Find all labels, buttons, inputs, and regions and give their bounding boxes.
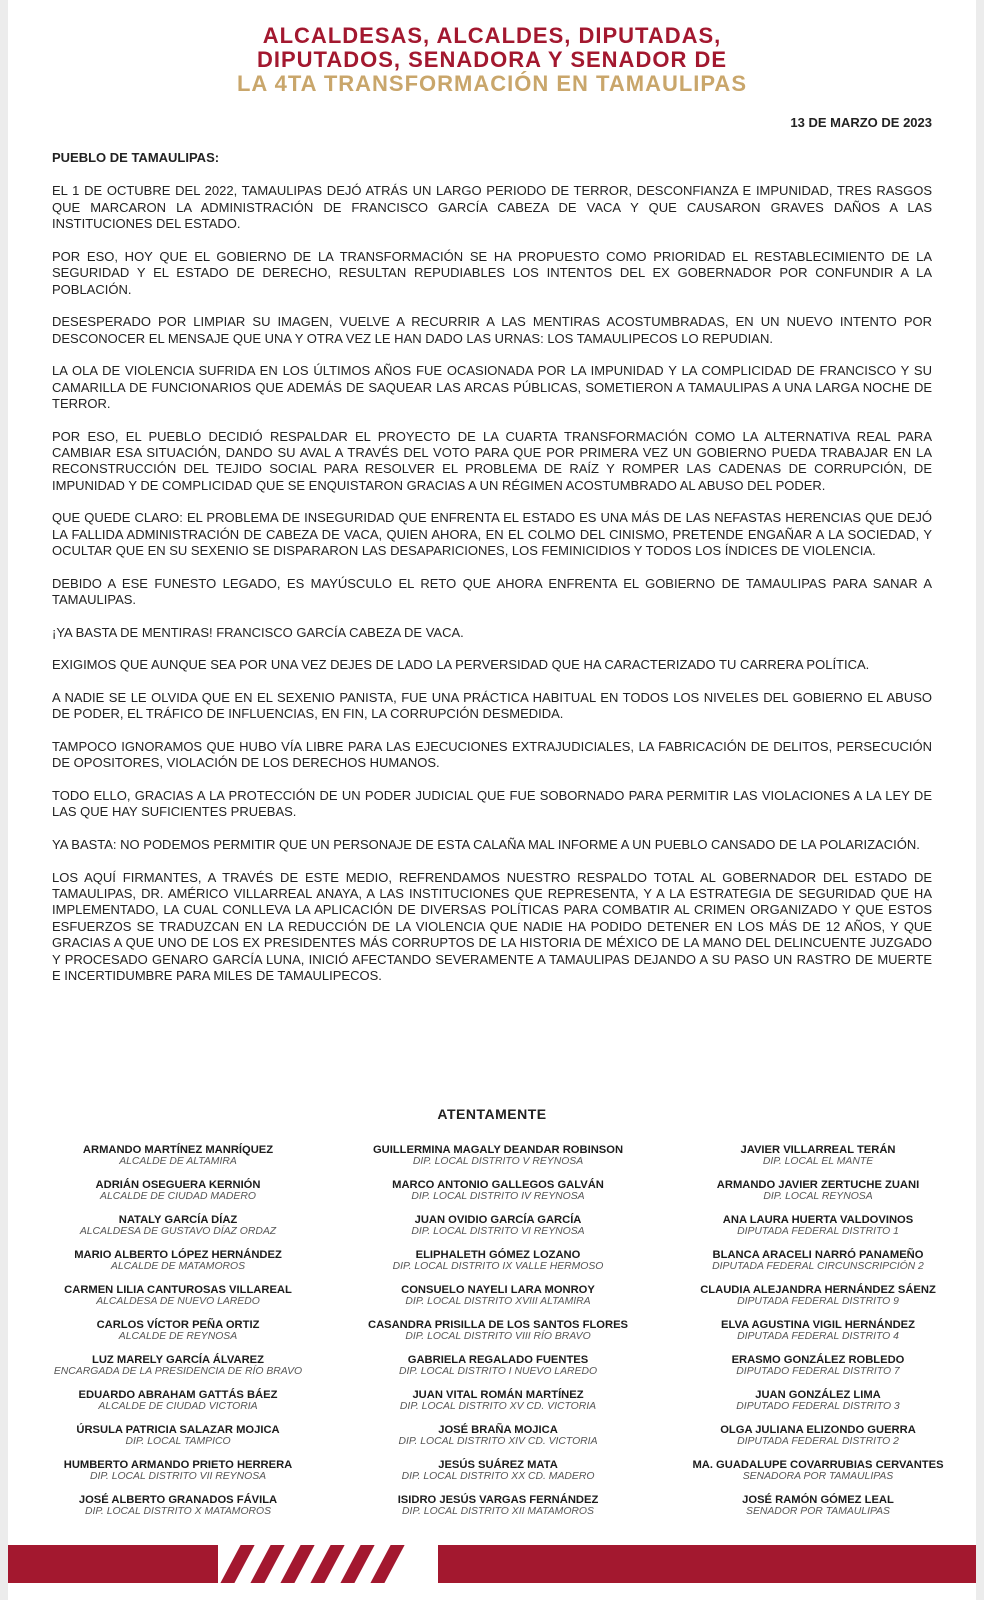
signatory-role: ALCALDESA DE NUEVO LAREDO	[96, 1296, 260, 1307]
signatory	[28, 1249, 328, 1284]
signatories-block	[28, 1144, 968, 1529]
signatory	[338, 1389, 658, 1424]
closing-atentamente: ATENTAMENTE	[437, 1106, 547, 1122]
signatory-name: JUAN VITAL ROMÁN MARTÍNEZ	[412, 1389, 584, 1401]
signatory-name: CARMEN LILIA CANTUROSAS VILLAREAL	[64, 1284, 292, 1296]
paragraph: QUE QUEDE CLARO: EL PROBLEMA DE INSEGURIDAD QUE ENFRENTA EL ESTADO ES UNA MÁS DE LAS NEFASTAS HERENCIAS QUE DEJÓ LA FALLIDA ADMINISTRACIÓN DE CABEZA DE VACA, QUIEN AHORA, EN EL COLMO DEL CINISMO, PRETENDE ENGAÑAR A LA SOCIEDAD, Y OCULTAR QUE EN SU SEXENIO SE DISPARARON LAS DESAPARICIONES, LOS FEMINICIDIOS Y TODOS LOS ÍNDICES DE VIOLENCIA.	[52, 510, 932, 559]
document-date: 13 DE MARZO DE 2023	[790, 115, 932, 130]
signatory-role: DIP. LOCAL DISTRITO I NUEVO LAREDO	[398, 1366, 598, 1377]
signatory	[338, 1144, 658, 1179]
signatory-role: ALCALDE DE ALTAMIRA	[119, 1156, 237, 1167]
signatory	[668, 1494, 968, 1529]
title-line-1: ALCALDESAS, ALCALDES, DIPUTADAS,	[262, 23, 722, 48]
signatory-name: MA. GUADALUPE COVARRUBIAS CERVANTES	[692, 1459, 944, 1471]
signatory	[28, 1459, 328, 1494]
signatory-name: ISIDRO JESÚS VARGAS FERNÁNDEZ	[397, 1494, 599, 1506]
signatory-name: MARCO ANTONIO GALLEGOS GALVÁN	[392, 1179, 604, 1191]
paragraph: LA OLA DE VIOLENCIA SUFRIDA EN LOS ÚLTIMOS AÑOS FUE OCASIONADA POR LA IMPUNIDAD Y LA COMPLICIDAD DE FRANCISCO Y SU CAMARILLA DE FUNCIONARIOS QUE ADEMÁS DE SAQUEAR LAS ARCAS PÚBLICAS, SOMETIERON A TAMAULIPAS A UNA LARGA NOCHE DE TERROR.	[52, 363, 932, 412]
signatory-name: CASANDRA PRISILLA DE LOS SANTOS FLORES	[367, 1319, 629, 1331]
document-page	[8, 0, 976, 1600]
signatory-name: NATALY GARCÍA DÍAZ	[118, 1214, 238, 1226]
signatory-role: DIPUTADO FEDERAL DISTRITO 3	[736, 1401, 900, 1412]
signatory	[338, 1494, 658, 1529]
signatory-role: ALCALDE DE CIUDAD VICTORIA	[98, 1401, 258, 1412]
paragraph: EXIGIMOS QUE AUNQUE SEA POR UNA VEZ DEJES DE LADO LA PERVERSIDAD QUE HA CARACTERIZADO TU CARRERA POLÍTICA.	[52, 657, 870, 673]
signatory	[28, 1494, 328, 1529]
letter-body	[52, 150, 932, 1001]
signatory-name: CLAUDIA ALEJANDRA HERNÁNDEZ SÁENZ	[700, 1284, 936, 1296]
signatory-name: ADRIÁN OSEGUERA KERNIÓN	[95, 1179, 261, 1191]
title-line-3: LA 4TA TRANSFORMACIÓN EN TAMAULIPAS	[236, 71, 747, 96]
signatory-name: LUZ MARELY GARCÍA ÁLVAREZ	[92, 1354, 264, 1366]
signatory-name: ÚRSULA PATRICIA SALAZAR MOJICA	[76, 1424, 280, 1436]
signatory	[338, 1319, 658, 1354]
signatory-role: ALCALDE DE CIUDAD MADERO	[100, 1191, 256, 1202]
signatory-role: SENADOR POR TAMAULIPAS	[746, 1506, 890, 1517]
signatory-name: JUAN GONZÁLEZ LIMA	[755, 1389, 881, 1401]
signatory-name: MARIO ALBERTO LÓPEZ HERNÁNDEZ	[74, 1249, 282, 1261]
signatories-column-2	[338, 1144, 658, 1529]
signatory	[28, 1144, 328, 1179]
paragraph: ¡YA BASTA DE MENTIRAS! FRANCISCO GARCÍA CABEZA DE VACA.	[52, 624, 464, 640]
signatory-name: JESÚS SUÁREZ MATA	[438, 1459, 558, 1471]
signatory	[668, 1424, 968, 1459]
signatory	[28, 1319, 328, 1354]
signatory-name: CONSUELO NAYELI LARA MONROY	[401, 1284, 595, 1296]
signatory-name: ANA LAURA HUERTA VALDOVINOS	[722, 1214, 914, 1226]
signatory-role: DIP. LOCAL DISTRITO IX VALLE HERMOSO	[392, 1261, 604, 1272]
signatory	[338, 1179, 658, 1214]
signatory-role: DIPUTADA FEDERAL DISTRITO 1	[737, 1226, 899, 1237]
signatory-name: ARMANDO MARTÍNEZ MANRÍQUEZ	[82, 1144, 274, 1156]
signatory-role: DIP. LOCAL DISTRITO XVIII ALTAMIRA	[405, 1296, 591, 1307]
paragraph: YA BASTA: NO PODEMOS PERMITIR QUE UN PERSONAJE DE ESTA CALAÑA MAL INFORME A UN PUEBLO CANSADO DE LA POLARIZACIÓN.	[52, 837, 920, 853]
signatory-name: CARLOS VÍCTOR PEÑA ORTIZ	[96, 1319, 260, 1331]
signatory	[668, 1284, 968, 1319]
signatory-name: ERASMO GONZÁLEZ ROBLEDO	[731, 1354, 905, 1366]
signatory-role: DIP. LOCAL DISTRITO XX CD. MADERO	[401, 1471, 595, 1482]
signatory-name: JOSÉ RAMÓN GÓMEZ LEAL	[742, 1494, 894, 1506]
signatory-name: ELIPHALETH GÓMEZ LOZANO	[415, 1249, 581, 1261]
footer-stripe-band	[8, 1545, 976, 1583]
signatory-role: DIP. LOCAL TAMPICO	[125, 1436, 231, 1447]
signatory-role: DIP. LOCAL DISTRITO VIII RÍO BRAVO	[405, 1331, 591, 1342]
signatory-role: DIP. LOCAL DISTRITO IV REYNOSA	[411, 1191, 585, 1202]
signatory	[338, 1354, 658, 1389]
signatory	[668, 1459, 968, 1494]
paragraph: DESESPERADO POR LIMPIAR SU IMAGEN, VUELVE A RECURRIR A LAS MENTIRAS ACOSTUMBRADAS, EN UN NUEVO INTENTO POR DESCONOCER EL MENSAJE QUE UNA Y OTRA VEZ LE HAN DADO LAS URNAS: LOS TAMAULIPECOS LO REPUDIAN.	[52, 314, 932, 346]
signatory	[28, 1424, 328, 1459]
signatory	[668, 1179, 968, 1214]
signatory-role: DIP. LOCAL DISTRITO XII MATAMOROS	[402, 1506, 594, 1517]
signatories-column-3	[668, 1144, 968, 1529]
signatory	[28, 1214, 328, 1249]
signatory-role: ALCALDE DE REYNOSA	[118, 1331, 238, 1342]
signatory	[338, 1284, 658, 1319]
signatory-role: DIP. LOCAL DISTRITO XIV CD. VICTORIA	[398, 1436, 598, 1447]
paragraph: TAMPOCO IGNORAMOS QUE HUBO VÍA LIBRE PARA LAS EJECUCIONES EXTRAJUDICIALES, LA FABRICACIÓN DE DELITOS, PERSECUCIÓN DE OPOSITORES, VIOLACIÓN DE LOS DERECHOS HUMANOS.	[52, 739, 932, 771]
signatory-role: ALCALDESA DE GUSTAVO DÍAZ ORDAZ	[79, 1226, 277, 1237]
paragraph: POR ESO, EL PUEBLO DECIDIÓ RESPALDAR EL PROYECTO DE LA CUARTA TRANSFORMACIÓN COMO LA ALTERNATIVA REAL PARA CAMBIAR ESA SITUACIÓN, DANDO SU AVAL A TRAVÉS DEL VOTO PARA QUE POR PRIMERA VEZ UN GOBIERNO PUEDA TRABAJAR EN LA RECONSTRUCCIÓN DEL TEJIDO SOCIAL PARA RESOLVER EL PROBLEMA DE RAÍZ Y ROMPER LAS CADENAS DE CORRUPCIÓN, DE IMPUNIDAD Y DE COMPLICIDAD QUE SE ENQUISTARON GRACIAS A UN RÉGIMEN ACOSTUMBRADO AL ABUSO DEL PODER.	[52, 428, 932, 493]
signatory-role: DIP. LOCAL REYNOSA	[763, 1191, 873, 1202]
signatory	[28, 1354, 328, 1389]
signatory	[28, 1179, 328, 1214]
signatory-role: DIP. LOCAL DISTRITO VII REYNOSA	[89, 1471, 267, 1482]
salutation: PUEBLO DE TAMAULIPAS:	[52, 150, 220, 165]
signatory	[28, 1389, 328, 1424]
signatory-role: DIP. LOCAL DISTRITO XV CD. VICTORIA	[399, 1401, 597, 1412]
paragraph: A NADIE SE LE OLVIDA QUE EN EL SEXENIO PANISTA, FUE UNA PRÁCTICA HABITUAL EN TODOS LOS NIVELES DEL GOBIERNO EL ABUSO DE PODER, EL TRÁFICO DE INFLUENCIAS, EN FIN, LA CORRUPCIÓN DESMEDIDA.	[52, 690, 932, 722]
signatory-role: DIPUTADA FEDERAL DISTRITO 9	[737, 1296, 899, 1307]
title-line-2: DIPUTADOS, SENADORA Y SENADOR DE	[256, 47, 728, 72]
signatory-name: BLANCA ARACELI NARRÓ PANAMEÑO	[712, 1249, 924, 1261]
signatory-name: JOSÉ BRAÑA MOJICA	[438, 1424, 558, 1436]
signatory	[338, 1214, 658, 1249]
signatory-name: JAVIER VILLARREAL TERÁN	[740, 1144, 896, 1156]
signatory-role: DIP. LOCAL DISTRITO X MATAMOROS	[84, 1506, 272, 1517]
signatory	[668, 1354, 968, 1389]
paragraph: TODO ELLO, GRACIAS A LA PROTECCIÓN DE UN PODER JUDICIAL QUE FUE SOBORNADO PARA PERMITIR LAS VIOLACIONES A LA LEY DE LAS QUE HAY SUFICIENTES PRUEBAS.	[52, 788, 932, 820]
signatories-column-1	[28, 1144, 328, 1529]
signatory-role: ENCARGADA DE LA PRESIDENCIA DE RÍO BRAVO	[53, 1366, 303, 1377]
paragraph: LOS AQUÍ FIRMANTES, A TRAVÉS DE ESTE MEDIO, REFRENDAMOS NUESTRO RESPALDO TOTAL AL GOBERNADOR DEL ESTADO DE TAMAULIPAS, DR. AMÉRICO VILLARREAL ANAYA, A LAS INSTITUCIONES QUE REPRESENTA, Y A LA ESTRATEGIA DE SEGURIDAD QUE HA IMPLEMENTADO, LA CUAL CONLLEVA LA APLICACIÓN DE DIVERSAS POLÍTICAS PARA COMBATIR AL CRIMEN ORGANIZADO Y QUE ESTOS ESFUERZOS SE TRADUZCAN EN LA REDUCCIÓN DE LA VIOLENCIA QUE NADIE HA PODIDO DETENER EN LOS MÁS DE 12 AÑOS, Y QUE GRACIAS A QUE UNO DE LOS EX PRESIDENTES MÁS CORRUPTOS DE LA HISTORIA DE MÉXICO DE LA MANO DEL DELINCUENTE JUZGADO Y PROCESADO GENARO GARCÍA LUNA, INICIÓ AFECTANDO SEVERAMENTE A TAMAULIPAS DEJANDO A SU PASO UN RASTRO DE MUERTE E INCERTIDUMBRE PARA MILES DE TAMAULIPECOS.	[52, 869, 932, 984]
signatory-name: JUAN OVIDIO GARCÍA GARCÍA	[414, 1214, 582, 1226]
signatory-name: GUILLERMINA MAGALY DEANDAR ROBINSON	[372, 1144, 624, 1156]
signatory-name: OLGA JULIANA ELIZONDO GUERRA	[720, 1424, 916, 1436]
signatory-role: SENADORA POR TAMAULIPAS	[742, 1471, 894, 1482]
signatory-name: ARMANDO JAVIER ZERTUCHE ZUANI	[716, 1179, 920, 1191]
signatory	[668, 1389, 968, 1424]
signatory-role: DIPUTADO FEDERAL DISTRITO 7	[736, 1366, 900, 1377]
signatory-role: DIPUTADA FEDERAL CIRCUNSCRIPCIÓN 2	[712, 1261, 924, 1272]
signatory-role: DIPUTADA FEDERAL DISTRITO 2	[737, 1436, 899, 1447]
signatory-name: EDUARDO ABRAHAM GATTÁS BÁEZ	[78, 1389, 278, 1401]
signatory-name: ELVA AGUSTINA VIGIL HERNÁNDEZ	[721, 1319, 915, 1331]
signatory	[338, 1249, 658, 1284]
signatory-role: DIPUTADA FEDERAL DISTRITO 4	[737, 1331, 899, 1342]
signatory	[668, 1319, 968, 1354]
signatory	[28, 1284, 328, 1319]
signatory-name: JOSÉ ALBERTO GRANADOS FÁVILA	[78, 1494, 278, 1506]
signatory	[668, 1249, 968, 1284]
signatory	[668, 1214, 968, 1249]
signatory-name: HUMBERTO ARMANDO PRIETO HERRERA	[63, 1459, 293, 1471]
signatory-role: DIP. LOCAL EL MANTE	[762, 1156, 874, 1167]
paragraph: DEBIDO A ESE FUNESTO LEGADO, ES MAYÚSCULO EL RETO QUE AHORA ENFRENTA EL GOBIERNO DE TAMAULIPAS PARA SANAR A TAMAULIPAS.	[52, 575, 932, 608]
signatory-name: GABRIELA REGALADO FUENTES	[407, 1354, 589, 1366]
signatory	[338, 1424, 658, 1459]
signatory-role: DIP. LOCAL DISTRITO VI REYNOSA	[411, 1226, 585, 1237]
signatory	[338, 1459, 658, 1494]
signatory-role: ALCALDE DE MATAMOROS	[110, 1261, 246, 1272]
signatory	[668, 1144, 968, 1179]
paragraph: EL 1 DE OCTUBRE DEL 2022, TAMAULIPAS DEJÓ ATRÁS UN LARGO PERIODO DE TERROR, DESCONFIANZA E IMPUNIDAD, TRES RASGOS QUE MARCARON LA ADMINISTRACIÓN DE FRANCISCO GARCÍA CABEZA DE VACA Y QUE CAUSARON GRAVES DAÑOS A LAS INSTITUCIONES DEL ESTADO.	[52, 183, 932, 232]
signatory-role: DIP. LOCAL DISTRITO V REYNOSA	[412, 1156, 584, 1167]
paragraph: POR ESO, HOY QUE EL GOBIERNO DE LA TRANSFORMACIÓN SE HA PROPUESTO COMO PRIORIDAD EL RESTABLECIMIENTO DE LA SEGURIDAD Y EL ESTADO DE DERECHO, RESULTAN REPUDIABLES LOS INTENTOS DEL EX GOBERNADOR POR CONFUNDIR A LA POBLACIÓN.	[52, 248, 932, 297]
